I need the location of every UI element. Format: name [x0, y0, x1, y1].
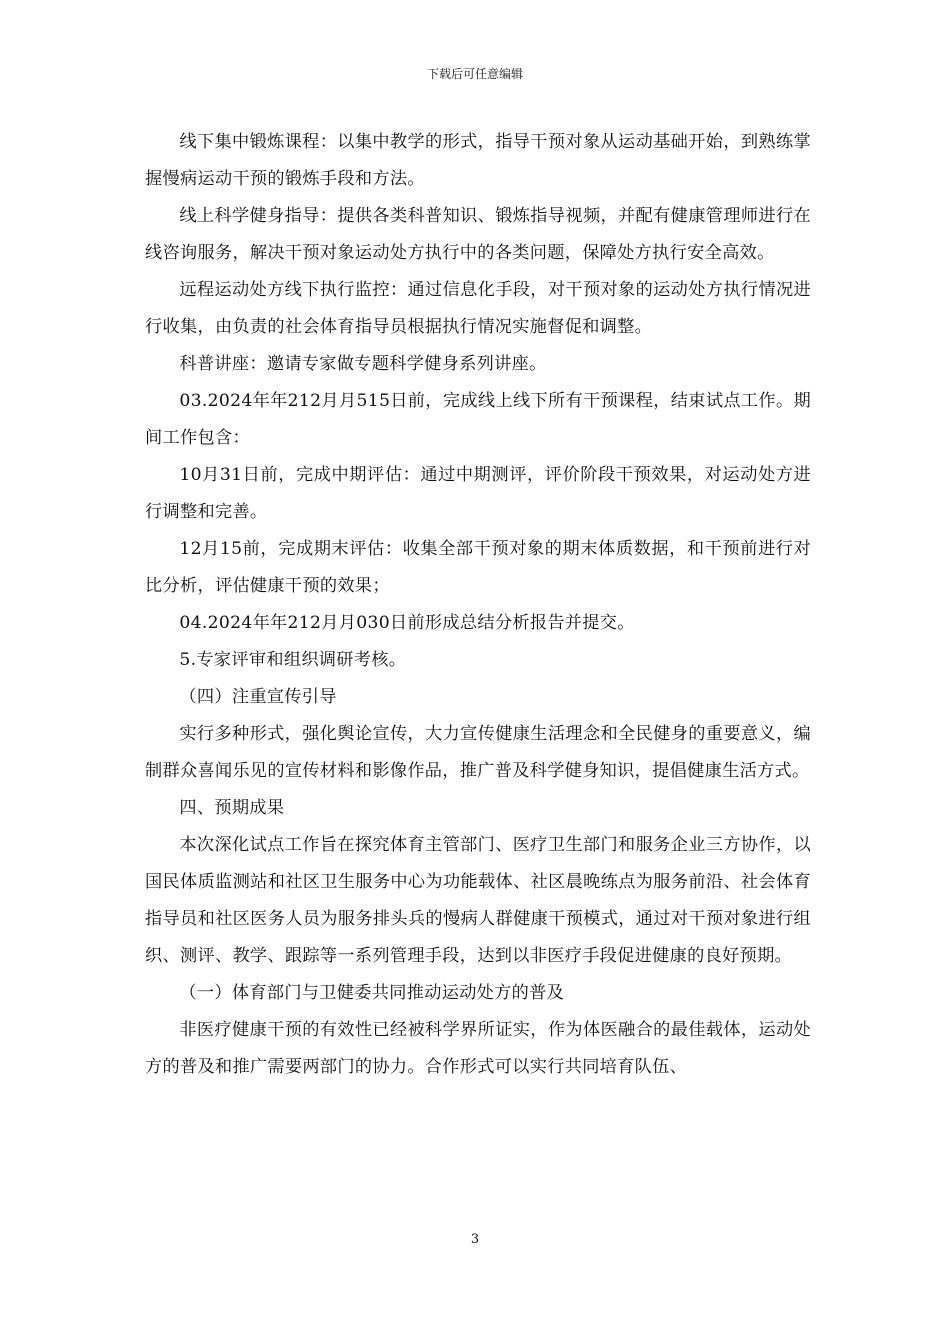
paragraph-step-04: 04.2024年年212月月030日前形成总结分析报告并提交。	[179, 613, 635, 633]
paragraph-final-evaluation: 12月15前，完成期末评估：收集全部干预对象的期末体质数据，和干预前进行对比分析，评估健康干预的效果；	[145, 539, 811, 596]
paragraph-cooperation: 非医疗健康干预的有效性已经被科学界所证实，作为体医融合的最佳载体，运动处方的普及和推广需要两部门的协力。合作形式可以实行共同培育队伍、	[145, 1020, 811, 1077]
paragraph-step-03: 03.2024年年212月月515日前，完成线上线下所有干预课程，结束试点工作。期间工作包含：	[145, 391, 811, 448]
paragraph-remote-monitoring: 远程运动处方线下执行监控：通过信息化手段，对干预对象的运动处方执行情况进行收集，由负责的社会体育指导员根据执行情况实施督促和调整。	[145, 280, 811, 337]
paragraph-online-guidance: 线上科学健身指导：提供各类科普知识、锻炼指导视频，并配有健康管理师进行在线咨询服务，解决干预对象运动处方执行中的各类问题，保障处方执行安全高效。	[145, 206, 811, 263]
paragraph-publicity: 实行多种形式，强化舆论宣传，大力宣传健康生活理念和全民健身的重要意义，编制群众喜闻乐见的宣传材料和影像作品，推广普及科学健身知识，提倡健康生活方式。	[145, 724, 811, 781]
page-header-note: 下载后可任意编辑	[426, 67, 523, 81]
paragraph-expected-results: 本次深化试点工作旨在探究体育主管部门、医疗卫生部门和服务企业三方协作，以国民体质监测站和社区卫生服务中心为功能载体、社区晨晚练点为服务前沿、社会体育指导员和社区医务人员为服务排头兵的慢病人群健康干预模式，通过对干预对象进行组织、测评、教学、跟踪等一系列管理手段，达到以非医疗手段促进健康的良好预期。	[145, 835, 811, 966]
document-body	[145, 124, 811, 1086]
subsection-heading-cooperation: （一）体育部门与卫健委共同推动运动处方的普及	[179, 983, 565, 1003]
paragraph-offline-training: 线下集中锻炼课程：以集中教学的形式，指导干预对象从运动基础开始，到熟练掌握慢病运动干预的锻炼手段和方法。	[145, 132, 811, 189]
page-number: 3	[470, 1232, 480, 1247]
section-heading-publicity: （四）注重宣传引导	[179, 687, 337, 707]
paragraph-midterm-evaluation: 10月31日前，完成中期评估：通过中期测评，评价阶段干预效果，对运动处方进行调整和完善。	[145, 465, 811, 522]
paragraph-step-5: 5.专家评审和组织调研考核。	[179, 650, 407, 670]
section-heading-expected-results: 四、预期成果	[179, 798, 285, 818]
paragraph-lectures: 科普讲座：邀请专家做专题科学健身系列讲座。	[179, 354, 547, 374]
